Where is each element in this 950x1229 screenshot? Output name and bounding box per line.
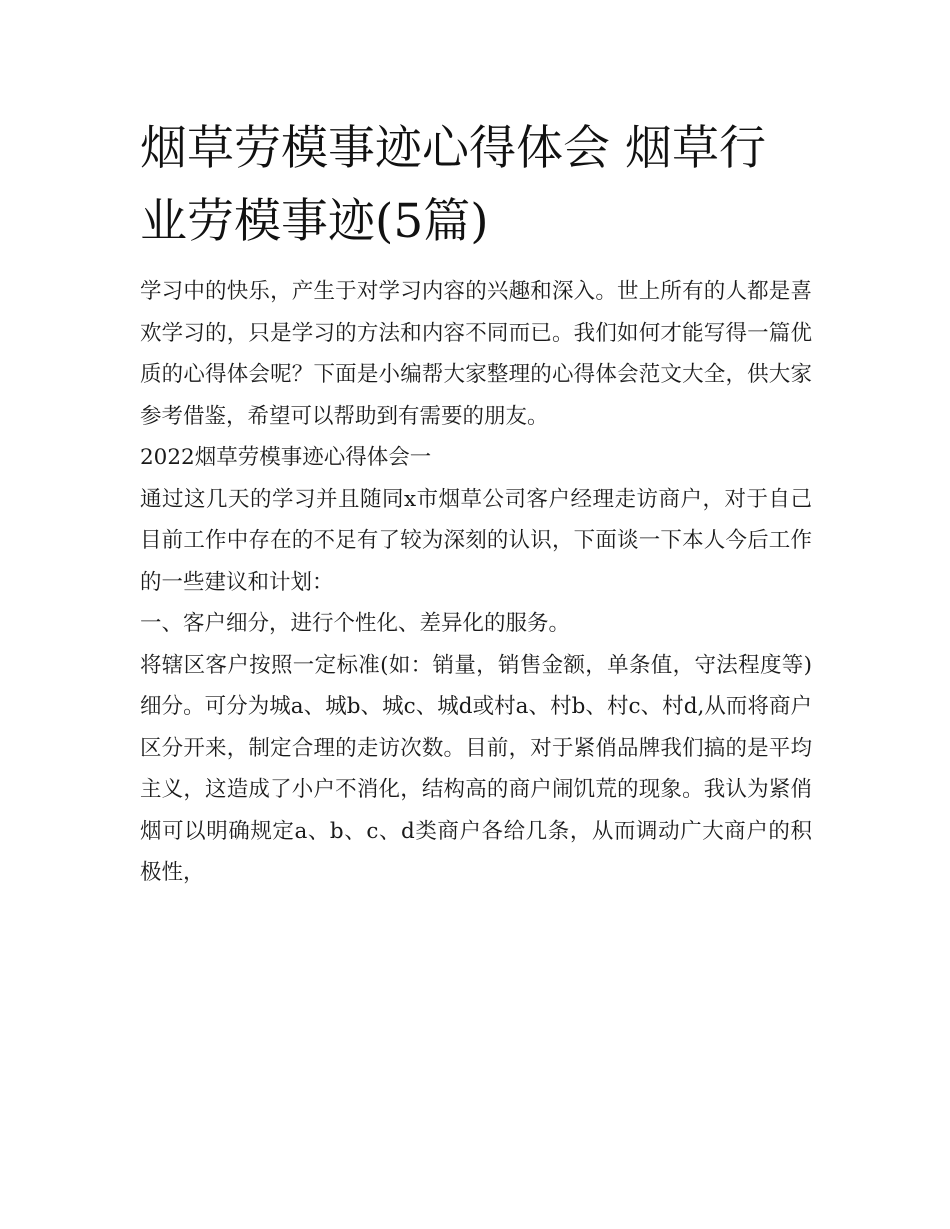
section-heading: 2022烟草劳模事迹心得体会一 (140, 445, 432, 470)
intro-paragraph: 学习中的快乐，产生于对学习内容的兴趣和深入。世上所有的人都是喜欢学习的，只是学习的方法和内容不同而已。我们如何才能写得一篇优质的心得体会呢？下面是小编帮大家整理的心得体会范文大全，供大家参考借鉴，希望可以帮助到有需要的朋友。 (140, 279, 812, 429)
document-page (140, 112, 812, 894)
document-title: 烟草劳模事迹心得体会 烟草行业劳模事迹(5篇) (140, 121, 766, 249)
document-body (140, 271, 812, 894)
body-paragraph: 将辖区客户按照一定标准(如：销量，销售金额，单条值，守法程度等)细分。可分为城a、城b、城c、城d或村a、村b、村c、村d,从而将商户区分开来，制定合理的走访次数。目前，对于紧俏品牌我们搞的是平均主义，这造成了小户不消化，结构高的商户闹饥荒的现象。我认为紧俏烟可以明确规定a、b、c、d类商户各给几条，从而调动广大商户的积极性， (140, 652, 812, 885)
body-paragraph: 通过这几天的学习并且随同x市烟草公司客户经理走访商户，对于自己目前工作中存在的不足有了较为深刻的认识，下面谈一下本人今后工作的一些建议和计划： (140, 486, 812, 595)
list-heading: 一、客户细分，进行个性化、差异化的服务。 (140, 611, 571, 636)
